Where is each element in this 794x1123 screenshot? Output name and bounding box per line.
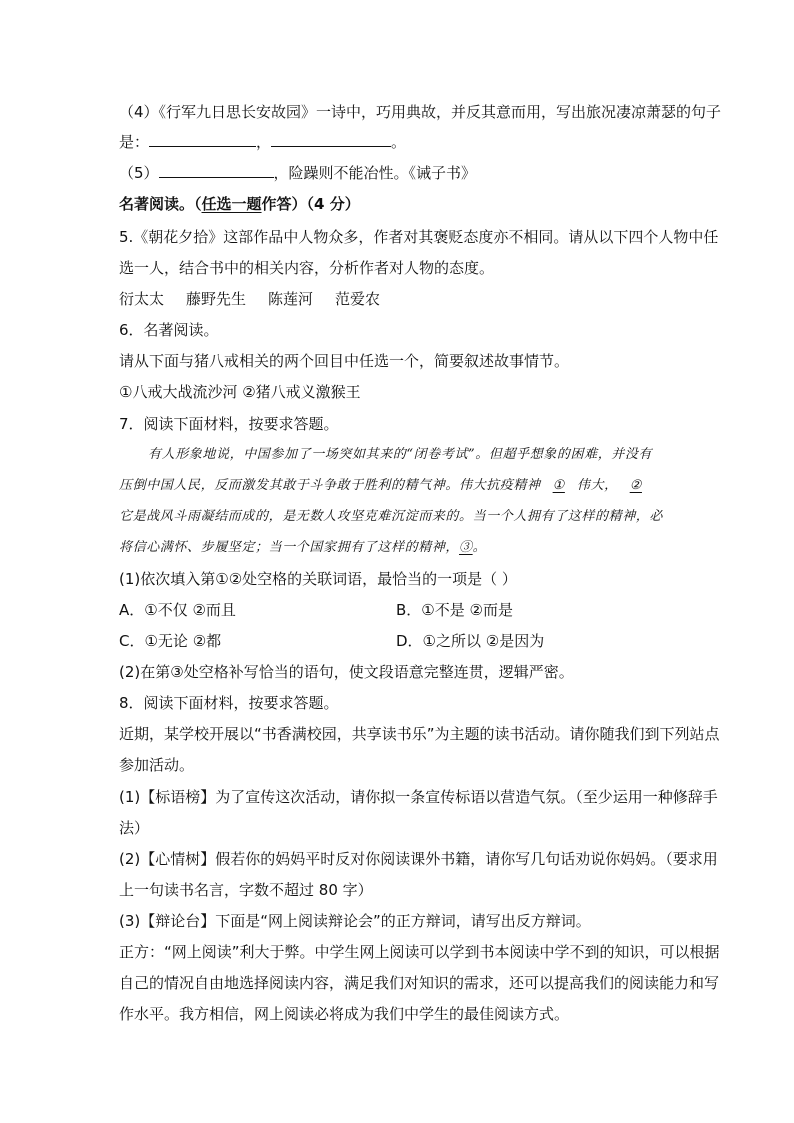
q4-answer-line	[119, 131, 406, 153]
option-d[interactable]: D．①之所以 ②是因为	[396, 632, 545, 650]
answer-blank-2[interactable]	[271, 131, 391, 147]
section-heading	[119, 193, 360, 215]
q8-sub-2a: (2)【心情树】假若你的妈妈平时反对你阅读课外书籍，请你写几句话劝说你妈妈。（要求用	[119, 850, 718, 868]
q6-options: ①八戒大战流沙河 ②猪八戒义激猴王	[119, 383, 361, 401]
answer-blank-1[interactable]	[149, 131, 256, 147]
q7-title: 7．阅读下面材料，按要求答题。	[119, 415, 339, 433]
name-item: 陈莲河	[268, 290, 314, 308]
q8-positive-1: 正方：“网上阅读”利大于弊。中学生网上阅读可以学到书本阅读中学不到的知识，可以根据	[119, 943, 720, 961]
q8-positive-2: 自己的情况自由地选择阅读内容，满足我们对知识的需求，还可以提高我们的阅读能力和写	[119, 974, 720, 992]
q7-material-line-4	[119, 537, 486, 559]
q6-line: 请从下面与猪八戒相关的两个回目中任选一个，简要叙述故事情节。	[119, 352, 570, 370]
q5-fill-rest: ，险躁则不能冶性。《诫子书》	[273, 164, 477, 182]
q5-fill-prefix: （5）	[119, 164, 159, 182]
section-heading-underlined: 任选一题	[201, 195, 262, 213]
q5-line-2: 选一人，结合书中的相关内容，分析作者对人物的态度。	[119, 259, 495, 277]
name-item: 衍太太	[119, 290, 165, 308]
q7-material-line-1: 有人形象地说，中国参加了一场突如其来的“闭卷考试”。但超乎想象的困难，并没有	[148, 447, 653, 462]
option-a[interactable]: A．①不仅 ②而且	[119, 601, 236, 619]
q7-material-end: 。	[472, 540, 487, 555]
q4-text: （4）《行军九日思长安故园》一诗中，巧用典故，并反其意而用，写出旅况凄凉萧瑟的句子	[119, 103, 722, 121]
blank-marker-2: ②	[629, 478, 642, 493]
q8-intro-1: 近期，某学校开展以“书香满校园，共享读书乐”为主题的读书活动。请你随我们到下列站点	[119, 725, 720, 743]
q7-sub-2: (2)在第③处空格补写恰当的语句，使文段语意完整连贯，逻辑严密。	[119, 663, 574, 681]
q4-sep: ，	[256, 133, 272, 151]
name-item: 藤野先生	[186, 290, 247, 308]
q8-sub-2b: 上一句读书名言，字数不超过 80 字）	[119, 881, 373, 899]
q5-names	[119, 288, 380, 310]
q4-end: 。	[391, 133, 407, 151]
blank-marker-1: ①	[552, 478, 565, 493]
q8-sub-3: (3)【辩论台】下面是“网上阅读辩论会”的正方辩词，请写出反方辩词。	[119, 912, 591, 930]
answer-blank-3[interactable]	[159, 162, 274, 178]
q7-sub-1: (1)依次填入第①②处空格的关联词语，最恰当的一项是（ ）	[119, 570, 517, 588]
q4-answer-prefix: 是：	[119, 133, 150, 151]
option-b[interactable]: B．①不是 ②而是	[396, 601, 513, 619]
q5-line-1: 5.《朝花夕拾》这部作品中人物众多，作者对其褒贬态度亦不相同。请从以下四个人物中任	[119, 228, 719, 246]
q8-sub-1b: 法）	[119, 819, 150, 837]
q8-positive-3: 作水平。我方相信，网上阅读必将成为我们中学生的最佳阅读方式。	[119, 1005, 570, 1023]
q8-sub-1a: (1)【标语榜】为了宣传这次活动，请你拟一条宣传标语以营造气氛。（至少运用一种修辞手	[119, 788, 718, 806]
q7-material-line-3: 它是战风斗雨凝结而成的，是无数人攻坚克难沉淀而来的。当一个人拥有了这样的精神，必	[119, 509, 664, 524]
q7-material-text: 压倒中国人民，反而激发其敢于斗争敢于胜利的精气神。伟大抗疫精神	[119, 478, 541, 493]
name-item: 范爱农	[335, 290, 381, 308]
q6-title: 6．名著阅读。	[119, 321, 219, 339]
blank-marker-3: ③	[459, 540, 473, 555]
section-heading-pre: 名著阅读。（	[119, 195, 202, 213]
q7-material-mid: 伟大，	[576, 478, 618, 493]
q8-title: 8．阅读下面材料，按要求答题。	[119, 694, 339, 712]
option-c[interactable]: C．①无论 ②都	[119, 632, 222, 650]
q7-material-text: 将信心满怀、步履坚定；当一个国家拥有了这样的精神，	[119, 540, 460, 555]
q7-material-line-2	[119, 475, 642, 497]
q8-intro-2: 参加活动。	[119, 756, 195, 774]
q5-fill-line	[119, 162, 476, 184]
section-heading-post: 作答）（4 分）	[261, 195, 360, 213]
